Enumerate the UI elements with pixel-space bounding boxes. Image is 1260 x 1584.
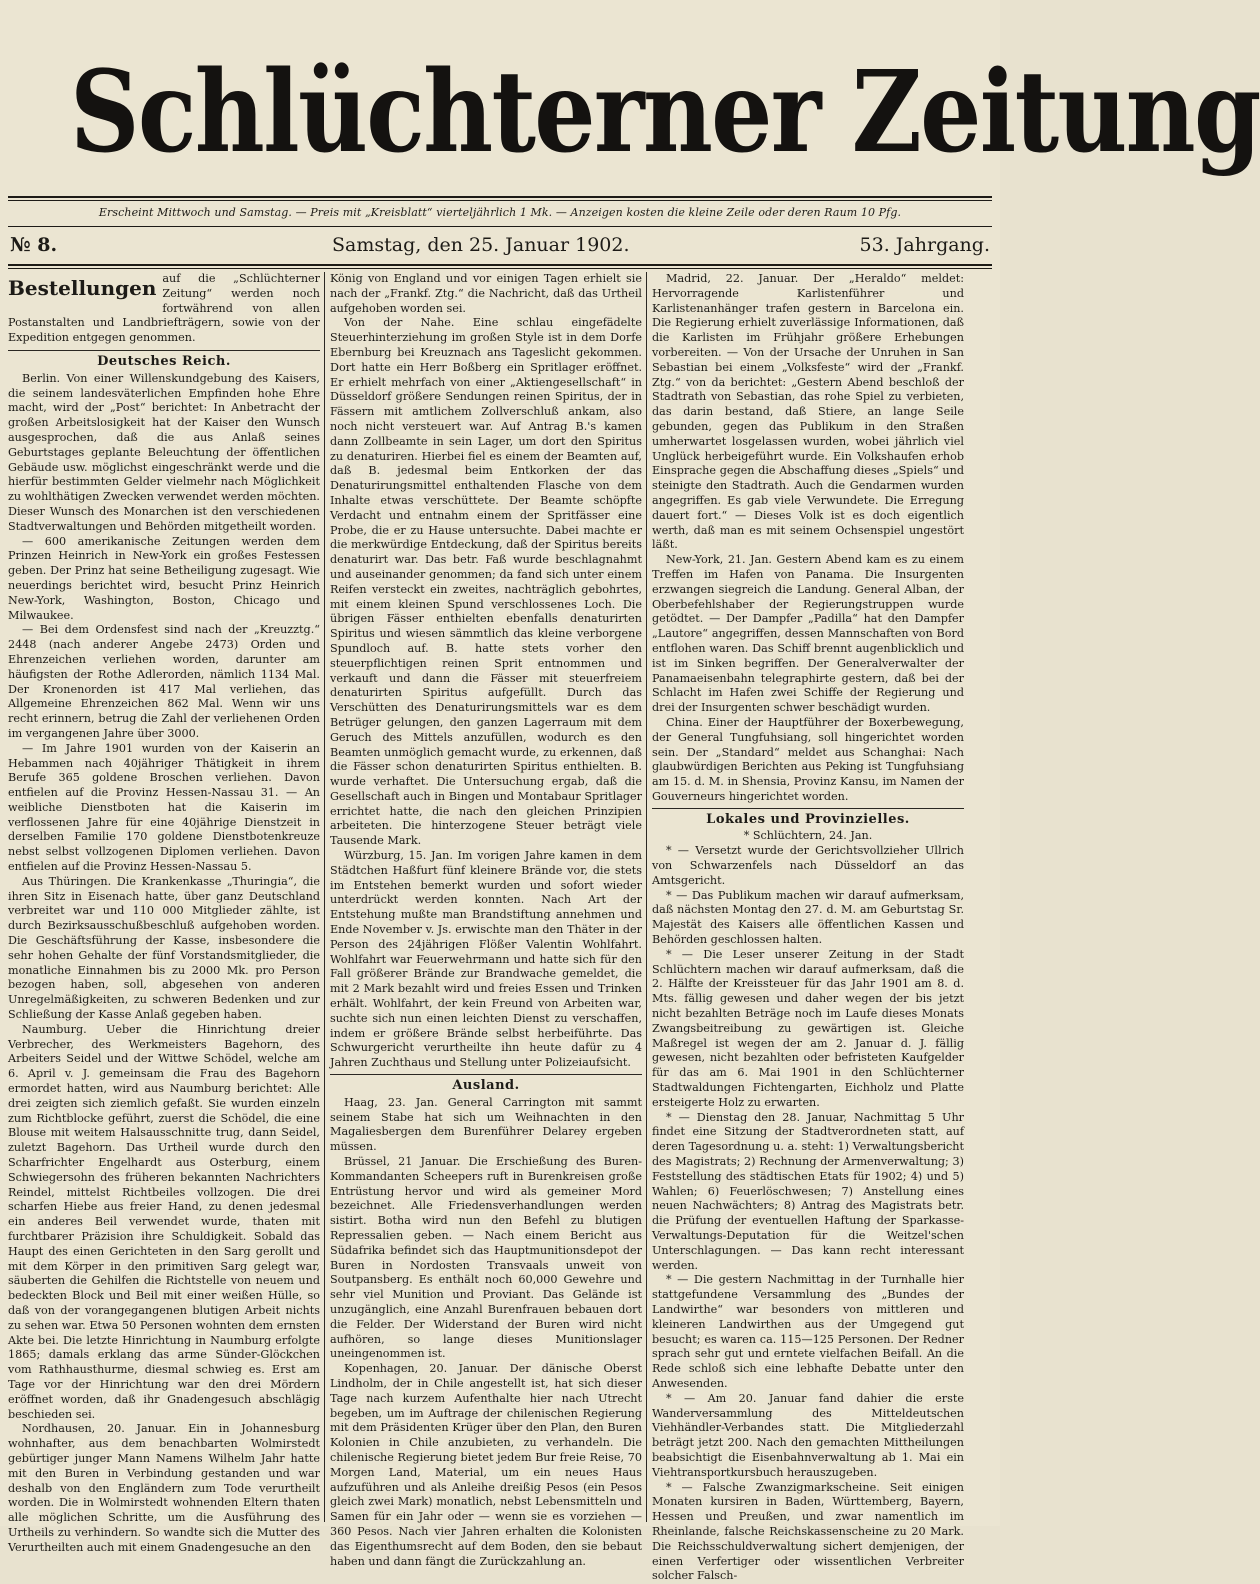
article-paragraph: New-York, 21. Jan. Gestern Abend kam es zu einem Treffen im Hafen von Panama. Die Insurgenten erzwangen siegreich die Landung. General Alban, der Oberbefehlshaber der Regierungstruppen wurde getödtet. — Der Dampfer „Padilla“ hat den Dampfer „Lautore“ angegriffen, dessen Mannschaften von Bord entflohen waren. Das Schiff brennt augenblicklich und ist im Sinken begriffen. Der Generalverwalter der Panamaeisenbahn telegraphirte gestern, daß bei der Schlacht im Hafen zwei Schiffe der Regierung und drei der Insurgenten schwer beschädigt wurden. bbox=[652, 553, 964, 715]
article-paragraph: Madrid, 22. Januar. Der „Heraldo“ meldet: Hervorragende Karlistenführer und Karlistenanhänger trafen gestern in Barcelona ein. Die Regierung erhielt zuverlässige Informationen, daß die Karlisten im Frühjahr größere Erhebungen vorbereiten. — Von der Ursache der Unruhen in San Sebastian bei einem „Volksfeste“ wird der „Frankf. Ztg.“ von da berichtet: „Gestern Abend beschloß der Stadtrath von Sebastian, das rohe Spiel zu verbieten, das darin bestand, daß Stiere, an lange Seile gebunden, gegen das Publikum in den Straßen umherwartet losgelassen wurden, wobei jährlich viel Unglück herbeigeführt wurde. Ein Volkshaufen erhob Einsprache gegen die Abschaffung dieses „Spiels“ und steinigte den Stadtrath. Auch die Gendarmen wurden angegriffen. Es gab viele Verwundete. Die Erregung dauert fort.“ — Dieses Volk ist es doch eigentlich werth, daß man es mit seinem Ochsenspiel ungestört läßt. bbox=[652, 272, 964, 552]
article-paragraph: Von der Nahe. Eine schlau eingefädelte Steuerhinterziehung im großen Style ist in dem Dorfe Ebernburg bei Kreuznach ans Tageslicht gekommen. Dort hatte ein Herr Boßberg ein Spritlager eröffnet. Er erhielt mehrfach von einer „Aktiengesellschaft“ in Düsseldorf größere Sendungen reinen Spiritus, der in Fässern mit amtlichem Zollverschluß ankam, also noch nicht versteuert war. Auf Antrag B.'s kamen dann Zollbeamte in sein Lager, um dort den Spiritus zu denaturiren. Hierbei fiel es einem der Beamten auf, daß B. jedesmal beim Entkorken der das Denaturirungsmittel enthaltenden Flasche von dem Inhalte etwas verschüttete. Der Beamte schöpfte Verdacht und entnahm einem der Spritfässer eine Probe, die er zu Hause untersuchte. Dabei machte er die merkwürdige Entdeckung, daß der Spiritus bereits denaturirt war. Das betr. Faß wurde beschlagnahmt und auseinander genommen; da fand sich unter einem Reifen versteckt ein zweites, nachträglich gebohrtes, mit einem kleinen Spund verschlossenes Loch. Die übrigen Fässer enthielten ebenfalls denaturirten Spiritus und wiesen sämmtlich das kleine verborgene Spundloch auf. B. hatte stets vorher den steuerpflichtigen reinen Sprit entnommen und verkauft und dann die Fässer mit steuerfreiem denaturirten Spiritus aufgefüllt. Durch das Verschütten des Denaturirungsmittels war es dem Betrüger gelungen, den ganzen Lagerraum mit dem Geruch des Mittels anzufüllen, wodurch es den Beamten unmöglich gemacht wurde, zu erkennen, daß die Fässer schon denaturirten Spiritus enthielten. B. wurde verhaftet. Die Untersuchung ergab, daß die Gesellschaft auch in Bingen und Montabaur Spritlager errichtet hatte, die nach den gleichen Prinzipien arbeiteten. Die hinterzogene Steuer beträgt viele Tausende Mark. bbox=[330, 316, 642, 848]
article-paragraph: Brüssel, 21 Januar. Die Erschießung des Buren-Kommandanten Scheepers ruft in Burenkreisen große Entrüstung hervor und wird als gemeiner Mord bezeichnet. Alle Friedensverhandlungen werden sistirt. Botha wird nun den Befehl zu blutigen Repressalien geben. — Nach einem Bericht aus Südafrika befindet sich das Hauptmunitionsdepot der Buren in Nordosten Transvaals unweit von Soutpansberg. Es enthält noch 60,000 Gewehre und sehr viel Munition und Proviant. Das Gelände ist unzugänglich, eine Anzahl Burenfrauen bebauen dort die Felder. Der Widerstand der Buren wird nicht aufhören, so lange dieses Munitionslager uneingenommen ist. bbox=[330, 1155, 642, 1361]
masthead-title: Schlüchterner Zeitung bbox=[70, 47, 1260, 178]
masthead bbox=[0, 30, 1260, 195]
article-paragraph: * — Die gestern Nachmittag in der Turnhalle hier stattgefundene Versammlung des „Bundes der Landwirthe“ war besonders von mittleren und kleineren Landwirthen aus der Umgegend gut besucht; es waren ca. 115—125 Personen. Der Redner sprach sehr gut und erntete vielfachen Beifall. An die Rede schloß sich eine lebhafte Debatte unter den Anwesenden. bbox=[652, 1273, 964, 1390]
column-1 bbox=[8, 272, 320, 1554]
article-paragraph: * — Die Leser unserer Zeitung in der Stadt Schlüchtern machen wir darauf aufmerksam, daß die 2. Hälfte der Kreissteuer für das Jahr 1901 am 8. d. Mts. fällig gewesen und daher wegen der bis jetzt nicht bezahlten Beträge noch im Laufe dieses Monats Zwangsbeitreibung zu gewärtigen ist. Gleiche Maßregel ist wegen der am 2. Januar d. J. fällig gewesen, nicht bezahlten oder befristeten Kaufgelder für das am 6. Mai 1901 in den Schlüchterner Stadtwaldungen Fichtengarten, Eichholz und Platte ersteigerte Holz zu erwarten. bbox=[652, 947, 964, 1109]
issue-row bbox=[10, 234, 990, 262]
section-heading: Lokales und Provinzielles. bbox=[706, 811, 910, 827]
issue-number: № 8. bbox=[10, 234, 58, 256]
article-paragraph: Nordhausen, 20. Januar. Ein in Johannesburg wohnhafter, aus dem benachbarten Wolmirstedt gebürtiger junger Mann Namens Wilhelm Jahr hatte mit den Buren in Verbindung gestanden und war deshalb von den Engländern zum Tode verurtheilt worden. Die in Wolmirstedt wohnenden Eltern thaten alle möglichen Schritte, um die Ausführung des Urtheils zu verhindern. So wandte sich die Mutter des Verurtheilten auch mit einem Gnadengesuche an den bbox=[8, 1422, 320, 1554]
rule bbox=[8, 200, 992, 201]
rule bbox=[8, 226, 992, 227]
rule bbox=[8, 264, 992, 266]
issue-date: Samstag, den 25. Januar 1902. bbox=[332, 234, 630, 256]
section-heading: Deutsches Reich. bbox=[97, 353, 231, 369]
subscription-heading: Bestellungen bbox=[8, 276, 157, 300]
article-paragraph: Würzburg, 15. Jan. Im vorigen Jahre kamen in dem Städtchen Haßfurt fünf kleinere Brände vor, die stets im Entstehen bemerkt wurden und sofort wieder unterdrückt werden konnten. Nach Art der Entstehung mußte man Brandstiftung annehmen und Ende November v. Js. erwischte man den Thäter in der Person des 24jährigen Flößer Valentin Wohlfahrt. Wohlfahrt war Feuerwehrmann und hatte sich für den Fall größerer Brände zur Brandwache gemeldet, die mit 2 Mark bezahlt wird und freies Essen und Trinken erhält. Wohlfahrt, der kein Freund von Arbeiten war, suchte sich nun einen leichten Dienst zu verschaffen, indem er größere Brände selbst herbeiführte. Das Schwurgericht verurtheilte ihn heute dafür zu 4 Jahren Zuchthaus und Stellung unter Polizeiaufsicht. bbox=[330, 849, 642, 1070]
article-paragraph: — Bei dem Ordensfest sind nach der „Kreuzztg.“ 2448 (nach anderer Angebe 2473) Orden und Ehrenzeichen verliehen worden, darunter am häufigsten der Rothe Adlerorden, nämlich 1134 Mal. Der Kronenorden ist 417 Mal verliehen, das Allgemeine Ehrenzeichen 862 Mal. Wenn wir uns recht erinnern, betrug die Zahl der verliehenen Orden im vergangenen Jahre über 3000. bbox=[8, 623, 320, 740]
column-3 bbox=[652, 272, 964, 1583]
column-2 bbox=[330, 272, 642, 1568]
article-paragraph: — 600 amerikanische Zeitungen werden dem Prinzen Heinrich in New-York ein großes Festessen geben. Der Prinz hat seine Betheiligung zugesagt. Wie neuerdings berichtet wird, besucht Prinz Heinrich New-York, Washington, Boston, Chicago und Milwaukee. bbox=[8, 534, 320, 622]
column-divider bbox=[324, 272, 325, 1522]
divider bbox=[330, 1074, 642, 1075]
article-paragraph: Aus Thüringen. Die Krankenkasse „Thuringia“, die ihren Sitz in Eisenach hatte, über ganz Deutschland verbreitet war und 110 000 Mitglieder zählte, ist durch Bezirksausschußbeschluß aufgehoben worden. Die Geschäftsführung der Kasse, insbesondere die sehr hohen Gehalte der fünf Vorstandsmitglieder, die monatliche Einnahmen bis zu 2000 Mk. pro Person bezogen haben, soll, abgesehen von anderen Unregelmäßigkeiten, zu schweren Bedenken und zur Schließung der Kasse Anlaß gegeben haben. bbox=[8, 874, 320, 1022]
column-divider bbox=[646, 272, 647, 1522]
article-paragraph: Naumburg. Ueber die Hinrichtung dreier Verbrecher, des Werkmeisters Bagehorn, des Arbeiters Seidel und der Wittwe Schödel, welche am 6. April v. J. gemeinsam die Frau des Bagehorn ermordet hatten, wird aus Naumburg berichtet: Alle drei zeigten sich ziemlich gefaßt. Sie wurden einzeln zum Richtblocke geführt, zuerst die Schödel, die eine Blouse mit weitem Halsausschnitte trug, dann Seidel, zuletzt Bagehorn. Das Urtheil wurde durch den Scharfrichter Engelhardt aus Osterburg, einem Schwiegersohn des früheren bekannten Nachrichters Reindel, mittelst Richtbeiles vollzogen. Die drei scharfen Hiebe aus freier Hand, zu denen jedesmal ein anderes Beil verwendet wurde, thaten mit furchtbarer Präzision ihre Schuldigkeit. Sobald das Haupt des einen Gerichteten in den Sarg gerollt und mit dem Körper in den primitiven Sarg gelegt war, säuberten die Gehilfen die Richtstelle von neuem und bedeckten Block und Beil mit einer weißen Hülle, so daß von der vorangegangenen blutigen Arbeit nichts zu sehen war. Etwa 50 Personen wohnten dem ernsten Akte bei. Die letzte Hinrichtung in Naumburg erfolgte 1865; damals erklang das arme Sünder-Glöckchen vom Rathhausthurme, diesmal schwieg es. Erst am Tage vor der Hinrichtung war den drei Mördern eröffnet worden, daß ihr Gnadengesuch abschlägig beschieden sei. bbox=[8, 1022, 320, 1421]
article-paragraph: China. Einer der Hauptführer der Boxerbewegung, der General Tungfuhsiang, soll hingerichtet worden sein. Der „Standard“ meldet aus Schanghai: Nach glaubwürdigen Berichten aus Peking ist Tungfuhsiang am 15. d. M. in Shensia, Provinz Kansu, im Namen der Gouverneurs hingerichtet worden. bbox=[652, 715, 964, 803]
issue-volume: 53. Jahrgang. bbox=[859, 234, 990, 256]
article-paragraph: * — Das Publikum machen wir darauf aufmerksam, daß nächsten Montag den 27. d. M. am Geburtstag Sr. Majestät des Kaisers alle öffentlichen Kassen und Behörden geschlossen halten. bbox=[652, 888, 964, 947]
article-paragraph: Berlin. Von einer Willenskundgebung des Kaisers, die seinem landesväterlichen Empfinden hohe Ehre macht, wird der „Post“ berichtet: In Anbetracht der großen Arbeitslosigkeit hat der Kaiser den Wunsch ausgesprochen, daß die aus Anlaß seines Geburtstages geplante Beleuchtung der öffentlichen Gebäude usw. möglichst eingeschränkt werde und die hierfür bestimmten Gelder vielmehr nach Möglichkeit zu wohlthätigen Zwecken verwendet werden möchten. Dieser Wunsch des Monarchen ist den verschiedenen Stadtverwaltungen und Behörden mitgetheilt worden. bbox=[8, 371, 320, 533]
article-paragraph: * — Falsche Zwanzigmarkscheine. Seit einigen Monaten kursiren in Baden, Württemberg, Bayern, Hessen und Preußen, und zwar namentlich im Rheinlande, falsche Reichskassenscheine zu 20 Mark. Die Reichsschuldverwaltung sichert demjenigen, der einen Verfertiger oder wissentlichen Verbreiter solcher Falsch- bbox=[652, 1480, 964, 1583]
subscription-notice bbox=[8, 272, 320, 351]
subscription-text: auf die „Schlüchterner Zeitung“ werden noch fortwährend von allen Postanstalten und Landbriefträgern, sowie von der Expedition entgegen genommen. bbox=[8, 272, 320, 345]
article-paragraph: * — Versetzt wurde der Gerichtsvollzieher Ullrich von Schwarzenfels nach Düsseldorf an das Amtsgericht. bbox=[652, 844, 964, 887]
rule bbox=[8, 196, 992, 198]
section-heading: Ausland. bbox=[452, 1078, 520, 1094]
article-paragraph: König von England und vor einigen Tagen erhielt sie nach der „Frankf. Ztg.“ die Nachricht, daß das Urtheil aufgehoben worden sei. bbox=[330, 272, 642, 315]
article-paragraph: * — Am 20. Januar fand dahier die erste Wanderversammlung des Mitteldeutschen Viehhändler-Verbandes statt. Die Mitgliederzahl beträgt jetzt 200. Nach den gemachten Mittheilungen beabsichtigt die Eisenbahnverwaltung ab 1. Mai ein Viehtransportkursbuch herauszugeben. bbox=[652, 1391, 964, 1479]
rule bbox=[8, 268, 992, 269]
article-paragraph: Haag, 23. Jan. General Carrington mit sammt seinem Stabe hat sich um Weihnachten in den Magaliesbergen dem Burenführer Delarey ergeben müssen. bbox=[330, 1095, 642, 1154]
article-paragraph: * — Dienstag den 28. Januar, Nachmittag 5 Uhr findet eine Sitzung der Stadtverordneten statt, auf deren Tagesordnung u. a. steht: 1) Verwaltungsbericht des Magistrats; 2) Rechnung der Armenverwaltung; 3) Feststellung des städtischen Etats für 1902; 4) und 5) Wahlen; 6) Feuerlöschwesen; 7) Anstellung eines neuen Nachwächters; 8) Antrag des Magistrats betr. die Prüfung der eventuellen Haftung der Sparkasse-Verwaltungs-Deputation für die Weitzel'schen Unterschlagungen. — Das kann recht interessant werden. bbox=[652, 1110, 964, 1272]
masthead-subline: Erscheint Mittwoch und Samstag. — Preis mit „Kreisblatt“ vierteljährlich 1 Mk. — Anzeigen kosten die kleine Zeile oder deren Raum 10 Pfg. bbox=[98, 206, 902, 219]
article-paragraph: Kopenhagen, 20. Januar. Der dänische Oberst Lindholm, der in Chile angestellt ist, hat sich dieser Tage nach kurzem Aufenthalte hier nach Utrecht begeben, um im Auftrage der chilenischen Regierung mit dem Präsidenten Krüger über den Plan, den Buren Kolonien in Chile anzubieten, zu verhandeln. Die chilenische Regierung bietet jedem Bur freie Reise, 70 Morgen Land, Material, um ein neues Haus aufzuführen und als Anleihe dreißig Pesos (ein Pesos gleich zwei Mark) monatlich, nebst Lebensmitteln und Samen für ein Jahr oder — wenn sie es vorziehen — 360 Pesos. Nach vier Jahren erhalten die Kolonisten das Eigenthumsrecht auf dem Boden, den sie bebaut haben und dann fängt die Zurückzahlung an. bbox=[330, 1362, 642, 1568]
dateline: * Schlüchtern, 24. Jan. bbox=[743, 829, 873, 843]
divider bbox=[652, 808, 964, 809]
article-paragraph: — Im Jahre 1901 wurden von der Kaiserin an Hebammen nach 40jähriger Thätigkeit in ihrem Berufe 365 goldene Broschen verliehen. Davon entfielen auf die Provinz Hessen-Nassau 31. — An weibliche Dienstboten hat die Kaiserin im verflossenen Jahre für eine 40jährige Dienstzeit in derselben Familie 170 goldene Dienstbotenkreuze nebst selbst vollzogenen Diplomen verliehen. Davon entfielen auf die Provinz Hessen-Nassau 5. bbox=[8, 741, 320, 874]
